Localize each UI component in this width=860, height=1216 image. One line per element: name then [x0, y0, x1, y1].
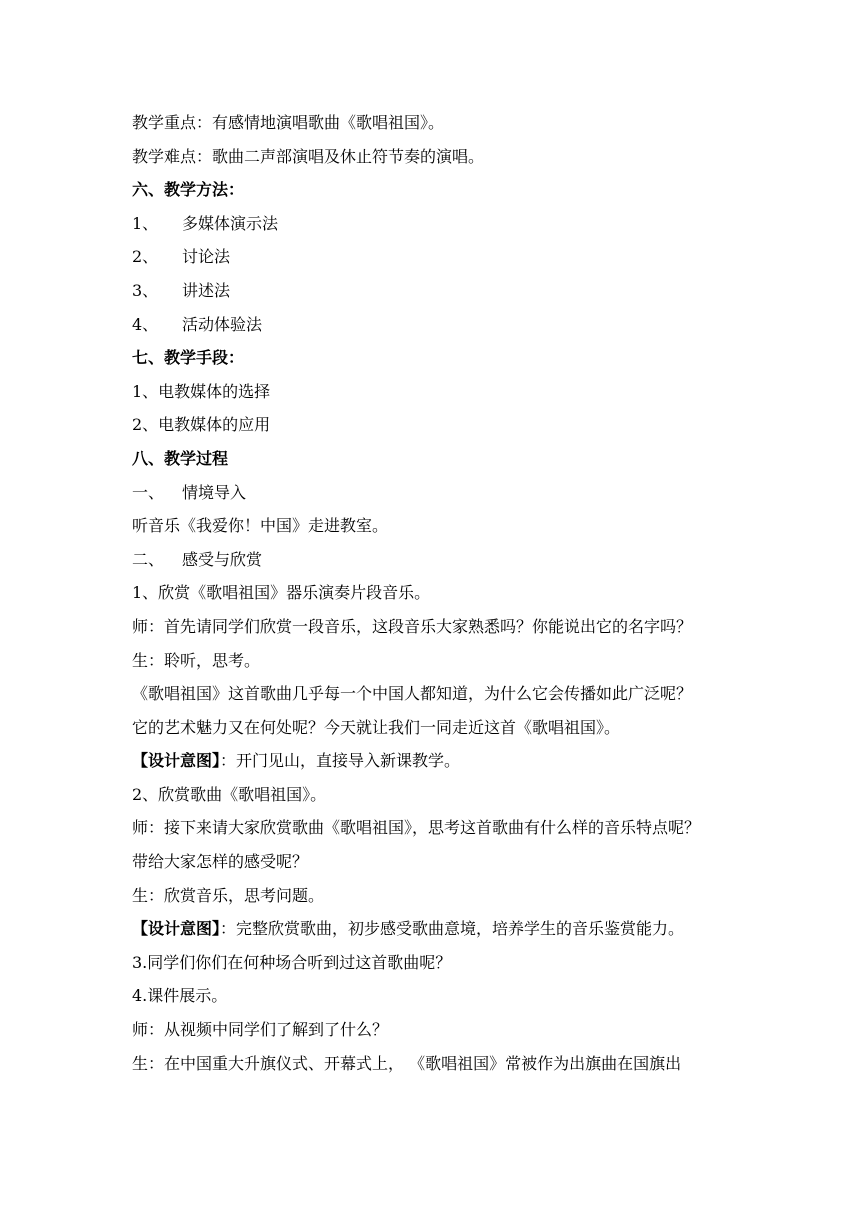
method-item: [132, 274, 732, 308]
paragraph: 生：欣赏音乐，思考问题。: [132, 885, 325, 905]
paragraph: 《歌唱祖国》这首歌曲几乎每一个中国人都知道，为什么它会传播如此广泛呢？: [132, 684, 693, 704]
method-item: [132, 240, 732, 274]
means-heading: 七、教学手段：: [132, 348, 245, 368]
teaching-focus: [132, 106, 732, 140]
paragraph: 师：从视频中同学们了解到了什么？: [132, 1020, 389, 1040]
process-heading: 八、教学过程: [132, 448, 229, 468]
method-number: 1、: [132, 213, 159, 233]
paragraph: 2、欣赏歌曲《歌唱祖国》。: [132, 784, 327, 804]
method-number: 3、: [132, 280, 159, 300]
design-intent-label: 【设计意图】: [132, 919, 221, 939]
paragraph: 生：聆听，思考。: [132, 650, 261, 670]
methods-heading: 六、教学方法：: [132, 180, 245, 200]
design-intent: [132, 744, 732, 778]
paragraph: 它的艺术魅力又在何处呢？今天就让我们一同走近这首《歌唱祖国》。: [132, 717, 621, 737]
method-text: 讲述法: [182, 280, 231, 300]
paragraph: 师：首先请同学们欣赏一段音乐，这段音乐大家熟悉吗？你能说出它的名字吗？: [132, 616, 693, 636]
method-number: 4、: [132, 314, 159, 334]
method-text: 多媒体演示法: [182, 213, 279, 233]
teaching-difficulty-label: 教学难点：: [132, 146, 213, 166]
method-item: [132, 207, 732, 241]
process-step-number: 一、: [132, 482, 165, 502]
design-intent-label: 【设计意图】: [132, 751, 221, 771]
method-number: 2、: [132, 247, 159, 267]
document-body: [132, 106, 732, 1080]
teaching-focus-text: 有感情地演唱歌曲《歌唱祖国》。: [212, 113, 445, 132]
teaching-difficulty: [132, 140, 732, 174]
teaching-focus-label: 教学重点：: [132, 113, 213, 132]
teaching-difficulty-text: 歌曲二声部演唱及休止符节奏的演唱。: [212, 146, 485, 166]
process-step-title: 情境导入: [182, 482, 247, 502]
process-step-number: 二、: [132, 549, 165, 569]
design-intent-text: ：开门见山，直接导入新课教学。: [220, 751, 461, 771]
paragraph: 1、欣赏《歌唱祖国》器乐演奏片段音乐。: [132, 583, 431, 603]
paragraph: 师：接下来请大家欣赏歌曲《歌唱祖国》，思考这首歌曲有什么样的音乐特点呢？: [132, 818, 701, 838]
paragraph: 听音乐《我爱你！中国》走进教室。: [132, 516, 389, 536]
process-step-1: [132, 476, 732, 510]
means-item: 2、电教媒体的应用: [132, 415, 271, 435]
design-intent: [132, 912, 732, 946]
paragraph: 带给大家怎样的感受呢？: [132, 852, 309, 872]
method-text: 讨论法: [182, 247, 231, 267]
paragraph: 3.同学们你们在何种场合听到过这首歌曲呢？: [132, 952, 452, 972]
design-intent-text: ：完整欣赏歌曲，初步感受歌曲意境，培养学生的音乐鉴赏能力。: [220, 919, 685, 939]
means-item: 1、电教媒体的选择: [132, 381, 271, 401]
method-item: [132, 308, 732, 342]
process-step-title: 感受与欣赏: [182, 549, 263, 569]
paragraph: 4.课件展示。: [132, 986, 228, 1006]
paragraph: 生：在中国重大升旗仪式、开幕式上， 《歌唱祖国》常被作为出旗曲在国旗出: [132, 1053, 682, 1073]
process-step-2: [132, 543, 732, 577]
method-text: 活动体验法: [182, 314, 263, 334]
